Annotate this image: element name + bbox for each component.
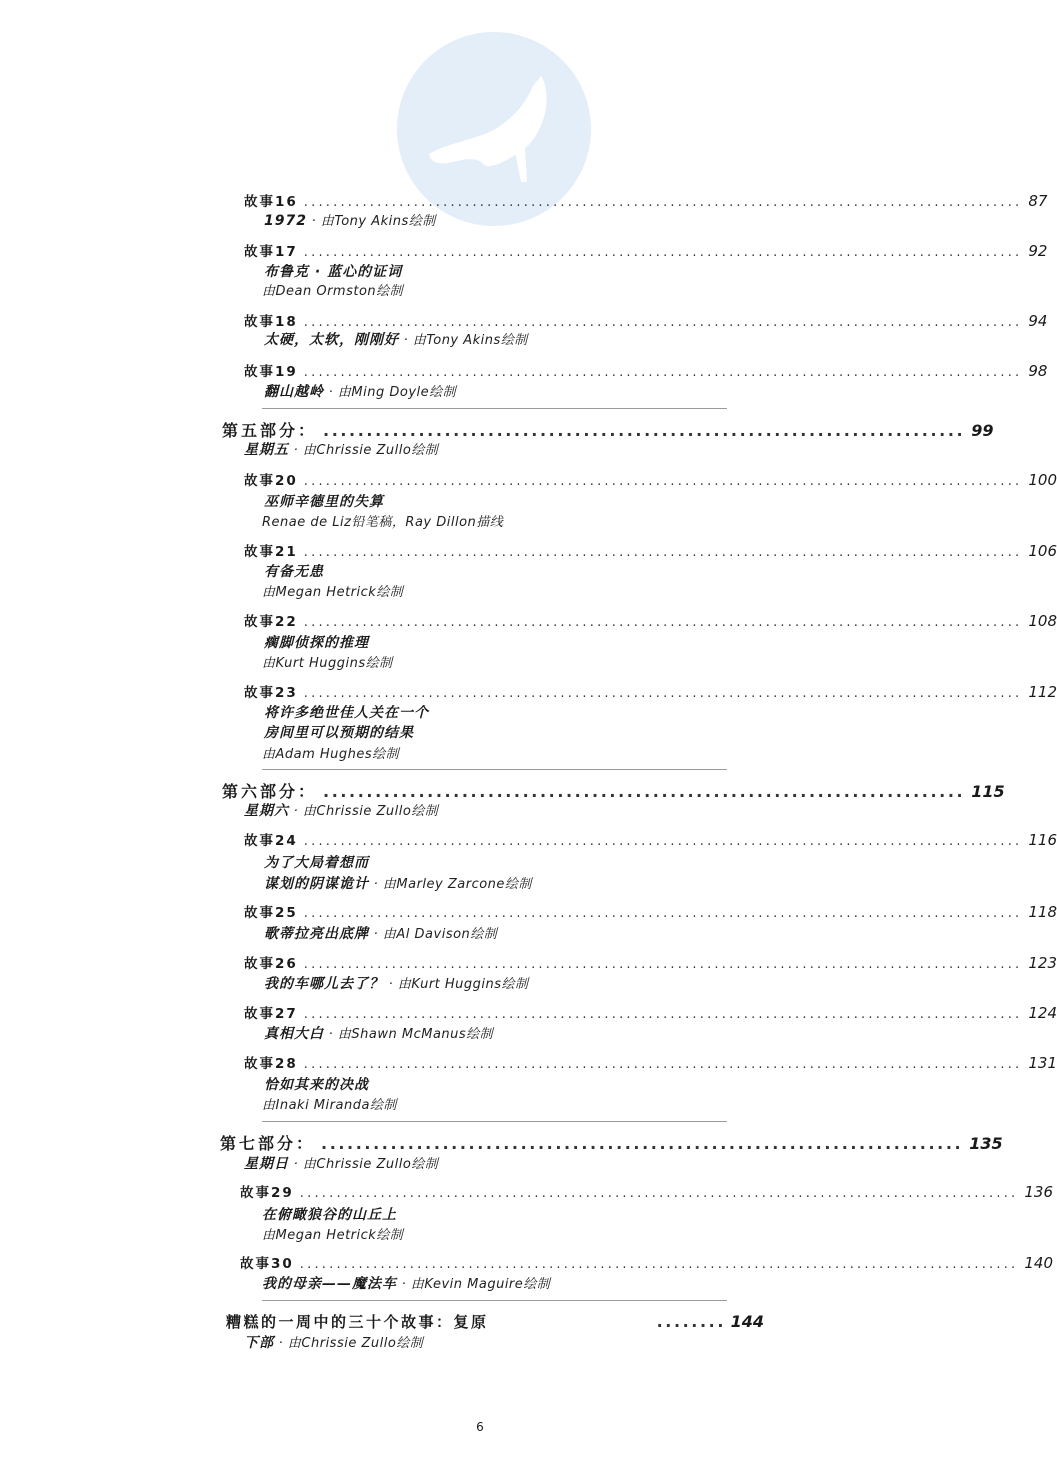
story-label: 故事19: [244, 364, 298, 380]
part-subtitle-line: 下部 · 由Chrissie Zullo绘制: [244, 1335, 424, 1351]
page-number: 135: [969, 1134, 1003, 1153]
story-title-line: [264, 702, 429, 722]
toc-entry-story-30[interactable]: [240, 1252, 1054, 1272]
page-number: 136: [1024, 1183, 1054, 1201]
story-title-line: [264, 632, 369, 652]
illustrator-credit: 由Marley Zarcone绘制: [382, 877, 532, 892]
story-title-continued: 谋划的阴谋诡计: [264, 876, 369, 892]
page-number: 118: [1028, 903, 1057, 921]
illustrator-credit: 由Adam Hughes绘制: [262, 747, 400, 762]
story-label: 故事26: [244, 956, 298, 972]
finale-label: 糟糕的一周中的三十个故事：复原: [226, 1313, 489, 1331]
story-label: 故事28: [244, 1056, 298, 1072]
toc-entry-story-21[interactable]: [244, 540, 1057, 560]
story-title: 瘸脚侦探的推理: [264, 635, 369, 651]
page-number: 92: [1028, 242, 1048, 260]
story-label: 故事30: [240, 1256, 294, 1272]
section-divider: [262, 769, 727, 770]
illustrator-credit: 由Megan Hetrick绘制: [262, 1228, 404, 1243]
story-title-line: [264, 1074, 369, 1094]
leader-dots: ..................................................................................................: [303, 315, 1023, 330]
story-title-line: [264, 261, 402, 281]
story-title: 为了大局着想而: [264, 855, 369, 871]
part-subtitle-line: 星期六 · 由Chrissie Zullo绘制: [244, 803, 439, 819]
leader-dots: ..................................................................................................: [303, 615, 1023, 630]
part-label: 第六部分：: [222, 782, 318, 801]
leader-dots: ..................................................................................................: [303, 957, 1023, 972]
credit-line: [262, 511, 503, 530]
story-title-line: [264, 491, 384, 511]
story-title-line: 翻山越岭 · 由Ming Doyle绘制: [264, 384, 457, 400]
story-title: 太硬，太软，刚刚好: [264, 332, 399, 348]
page-number: 116: [1028, 831, 1057, 849]
story-label: 故事16: [244, 194, 298, 210]
illustrator-credit: Renae de Liz铅笔稿，Ray Dillon描线: [262, 515, 504, 530]
story-title-line: [264, 852, 369, 872]
toc-entry-part-6[interactable]: [222, 779, 1005, 802]
toc-entry-story-17[interactable]: [244, 240, 1048, 260]
leader-dots: ..................................................................................................: [303, 195, 1023, 210]
illustrator-credit: 由Chrissie Zullo绘制: [302, 443, 439, 458]
story-label: 故事18: [244, 314, 298, 330]
leader-dots: ..........................................................................: [321, 1134, 964, 1153]
part-subtitle-line: 星期日 · 由Chrissie Zullo绘制: [244, 1156, 439, 1172]
story-title-line-2: [264, 722, 414, 742]
toc-entry-story-22[interactable]: [244, 610, 1057, 630]
story-title: 1972: [264, 213, 307, 229]
page-number: 87: [1028, 192, 1048, 210]
illustrator-credit: 由Megan Hetrick绘制: [262, 585, 404, 600]
page-number: 94: [1028, 312, 1048, 330]
page-number: 99: [971, 421, 994, 440]
story-label: 故事21: [244, 544, 298, 560]
illustrator-credit: 由Tony Akins绘制: [320, 214, 436, 229]
leader-dots: ..................................................................................................: [303, 906, 1023, 921]
story-title-line: 1972 · 由Tony Akins绘制: [264, 213, 436, 229]
toc-entry-story-20[interactable]: [244, 469, 1057, 489]
toc-entry-story-26[interactable]: [244, 952, 1057, 972]
page-number: 100: [1028, 471, 1057, 489]
toc-entry-finale[interactable]: [226, 1311, 764, 1332]
story-title: 有备无患: [264, 564, 324, 580]
part-label: 第五部分：: [222, 421, 318, 440]
story-title-line: [262, 1204, 397, 1224]
illustrator-credit: 由Kurt Huggins绘制: [262, 656, 393, 671]
story-title-line: 我的车哪儿去了？ · 由Kurt Huggins绘制: [264, 976, 529, 992]
leader-dots: ..................................................................................................: [299, 1257, 1019, 1272]
leader-dots: ..........................................................................: [323, 782, 966, 801]
toc-entry-story-27[interactable]: [244, 1002, 1057, 1022]
story-label: 故事23: [244, 685, 298, 701]
story-label: 故事29: [240, 1185, 294, 1201]
illustrator-credit: 由Al Davison绘制: [382, 927, 498, 942]
part-subtitle-line: 星期五 · 由Chrissie Zullo绘制: [244, 442, 439, 458]
story-title: 将许多绝世佳人关在一个: [264, 705, 429, 721]
illustrator-credit: 由Tony Akins绘制: [412, 333, 528, 348]
story-title: 布鲁克 · 蓝心的证词: [264, 264, 403, 280]
credit-line: [262, 1224, 403, 1243]
toc-entry-story-28[interactable]: [244, 1052, 1057, 1072]
story-label: 故事20: [244, 473, 298, 489]
leader-dots: ..................................................................................................: [303, 1057, 1023, 1072]
toc-entry-story-25[interactable]: [244, 901, 1057, 921]
section-divider: [262, 1121, 727, 1122]
toc-entry-story-29[interactable]: [240, 1181, 1054, 1201]
leader-dots: ..................................................................................................: [303, 365, 1023, 380]
credit-line: [262, 652, 393, 671]
story-title: 真相大白: [264, 1026, 324, 1042]
leader-dots: ........: [656, 1312, 727, 1331]
page-number: 123: [1028, 954, 1057, 972]
story-label: 故事17: [244, 244, 298, 260]
section-divider: [262, 1300, 727, 1301]
part-subtitle: 星期六: [244, 803, 289, 819]
story-label: 故事24: [244, 833, 298, 849]
page-number: 106: [1028, 542, 1057, 560]
page-number: 98: [1028, 362, 1048, 380]
toc-entry-part-7[interactable]: [220, 1131, 1003, 1154]
leader-dots: ..................................................................................................: [303, 545, 1023, 560]
illustrator-credit: 由Kevin Maguire绘制: [410, 1277, 551, 1292]
credit-line: [262, 280, 403, 299]
illustrator-credit: 由Shawn McManus绘制: [337, 1027, 494, 1042]
story-title-line: 真相大白 · 由Shawn McManus绘制: [264, 1026, 494, 1042]
illustrator-credit: 由Kurt Huggins绘制: [397, 977, 529, 992]
toc-entry-part-5[interactable]: [222, 418, 994, 441]
story-title: 恰如其来的决战: [264, 1077, 369, 1093]
page-number: 108: [1028, 612, 1057, 630]
page-number: 144: [730, 1312, 764, 1331]
leader-dots: ..................................................................................................: [303, 1007, 1023, 1022]
story-title-line: 太硬，太软，刚刚好 · 由Tony Akins绘制: [264, 332, 528, 348]
credit-line: [262, 581, 403, 600]
page-number: 112: [1028, 683, 1057, 701]
illustrator-credit: 由Chrissie Zullo绘制: [302, 804, 439, 819]
toc-entry-story-18[interactable]: [244, 310, 1048, 330]
illustrator-credit: 由Ming Doyle绘制: [337, 385, 457, 400]
illustrator-credit: 由Dean Ormston绘制: [262, 284, 404, 299]
page-footer-number: 6: [476, 1420, 484, 1434]
story-title: 在俯瞰狼谷的山丘上: [262, 1207, 397, 1223]
part-label: 第七部分：: [220, 1134, 316, 1153]
credit-line: [262, 743, 399, 762]
story-title: 巫师辛德里的失算: [264, 494, 384, 510]
story-title-continued: 房间里可以预期的结果: [264, 725, 414, 741]
story-title-line: 我的母亲——魔法车 · 由Kevin Maguire绘制: [262, 1276, 551, 1292]
illustrator-credit: 由Chrissie Zullo绘制: [287, 1336, 424, 1351]
part-subtitle: 星期五: [244, 442, 289, 458]
page-number: 115: [971, 782, 1005, 801]
story-title: 我的车哪儿去了？: [264, 976, 384, 992]
page-number: 124: [1028, 1004, 1057, 1022]
page-number: 140: [1024, 1254, 1054, 1272]
page-number: 131: [1028, 1054, 1057, 1072]
section-divider: [262, 408, 727, 409]
story-title: 我的母亲——魔法车: [262, 1276, 397, 1292]
story-label: 故事25: [244, 905, 298, 921]
story-title-line-2: 谋划的阴谋诡计 · 由Marley Zarcone绘制: [264, 876, 532, 892]
story-label: 故事27: [244, 1006, 298, 1022]
leader-dots: ..................................................................................................: [303, 245, 1023, 260]
part-subtitle: 下部: [244, 1335, 274, 1351]
story-title-line: 歌蒂拉亮出底牌 · 由Al Davison绘制: [264, 926, 498, 942]
toc-entry-story-16[interactable]: [244, 190, 1048, 210]
leader-dots: ..................................................................................................: [303, 686, 1023, 701]
toc-entry-story-23[interactable]: [244, 681, 1057, 701]
toc-entry-story-19[interactable]: [244, 360, 1048, 380]
toc-entry-story-24[interactable]: [244, 829, 1057, 849]
story-title-line: [264, 561, 324, 581]
leader-dots: ..................................................................................................: [303, 474, 1023, 489]
illustrator-credit: 由Chrissie Zullo绘制: [302, 1157, 439, 1172]
story-title: 歌蒂拉亮出底牌: [264, 926, 369, 942]
illustrator-credit: 由Inaki Miranda绘制: [262, 1098, 397, 1113]
leader-dots: ..........................................................................: [323, 421, 966, 440]
story-title: 翻山越岭: [264, 384, 324, 400]
leader-dots: ..................................................................................................: [299, 1186, 1019, 1201]
story-label: 故事22: [244, 614, 298, 630]
part-subtitle: 星期日: [244, 1156, 289, 1172]
leader-dots: ..................................................................................................: [303, 834, 1023, 849]
credit-line: [262, 1094, 397, 1113]
